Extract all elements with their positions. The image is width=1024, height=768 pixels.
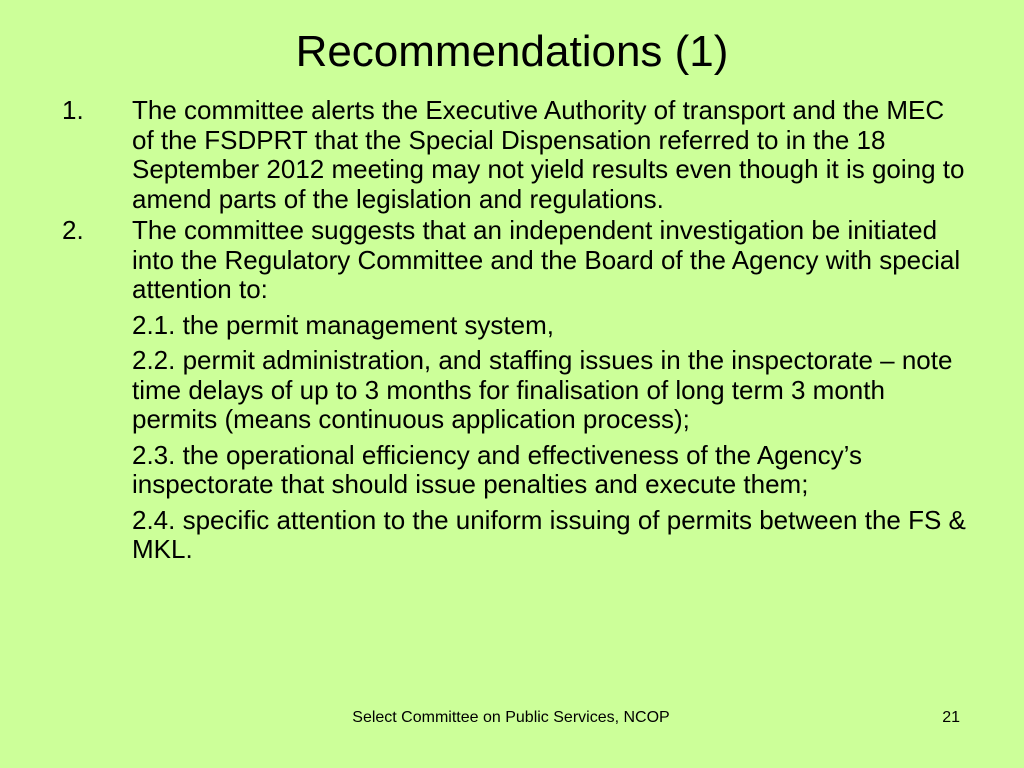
recommendation-list <box>62 96 972 565</box>
list-item-text: The committee suggests that an independent investigation be initiated into the Regulatory Committee and the Board of the Agency with special attention to: <box>132 215 961 304</box>
list-item <box>62 216 972 305</box>
list-item-number: 1. <box>62 95 84 125</box>
list-item <box>62 96 972 214</box>
list-item-number: 2. <box>62 215 84 245</box>
sub-item: 2.2. permit administration, and staffing issues in the inspectorate – note time delays of up to 3 months for finalisation of long term 3 month permits (means continuous application process); <box>132 345 953 434</box>
slide-title: Recommendations (1) <box>295 27 729 76</box>
sub-item: 2.4. specific attention to the uniform issuing of permits between the FS & MKL. <box>132 504 966 564</box>
page-number: 21 <box>942 709 960 726</box>
footer-source: Select Committee on Public Services, NCOP <box>352 709 670 726</box>
sub-item: 2.3. the operational efficiency and effectiveness of the Agency’s inspectorate that should issue penalties and execute them; <box>132 439 862 499</box>
sub-item: 2.1. the permit management system, <box>132 309 554 340</box>
list-item-text: The committee alerts the Executive Authority of transport and the MEC of the FSDPRT that the Special Dispensation referred to in the 18 September 2012 meeting may not yield results even though it is going to amend parts of the legislation and regulations. <box>132 95 965 214</box>
